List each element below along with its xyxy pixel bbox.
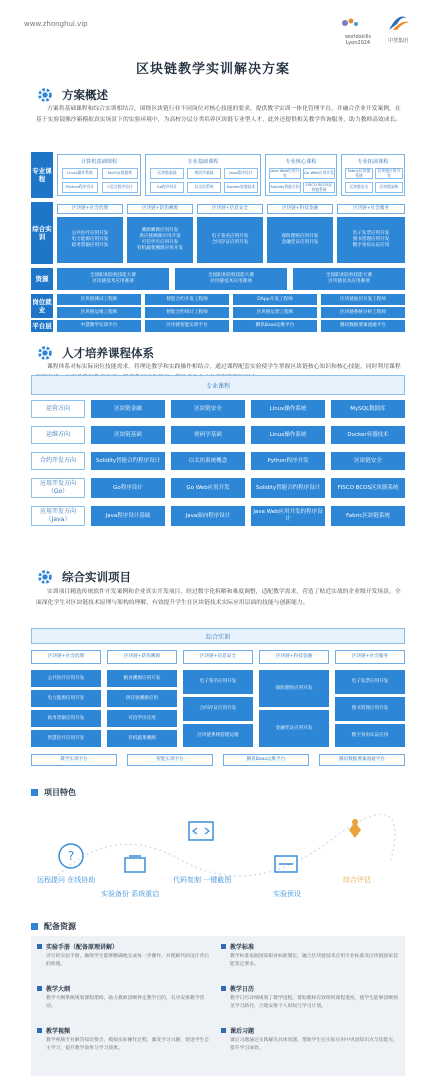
square-bullet-icon bbox=[221, 944, 226, 949]
section-overview-heading bbox=[36, 86, 108, 104]
curriculum-cell[interactable]: Java Web应用开发的程序设计 bbox=[251, 506, 325, 526]
resource-item bbox=[221, 942, 399, 969]
square-bullet-icon bbox=[37, 1028, 42, 1033]
curriculum-row-label: 运营方向 bbox=[31, 400, 85, 418]
preset-icon bbox=[275, 856, 297, 872]
resource-desc: 课后习题通过实践解决具体问题，帮助学生在实际应用中巩固知识点与技能点，提升学习成效。 bbox=[230, 1038, 398, 1051]
feature-label: 实验预设 bbox=[273, 890, 301, 898]
backup-icon bbox=[125, 856, 145, 872]
course-group-extension bbox=[341, 154, 405, 196]
curriculum-table-header: 专业课程 bbox=[31, 375, 405, 395]
svg-text:?: ? bbox=[67, 849, 75, 863]
square-bullet-icon bbox=[31, 789, 38, 796]
resource-block: 全国职业院校技能大赛 区块链技术应用赛项 bbox=[57, 268, 169, 290]
curriculum-cell[interactable]: Fabric区块链系统 bbox=[331, 506, 405, 526]
project-item: 合同存证应用开发 bbox=[183, 697, 253, 721]
curriculum-cell[interactable]: 区块链金融 bbox=[91, 400, 165, 418]
resource-title: 实验手册（配备原理讲解） bbox=[46, 944, 119, 951]
curriculum-cell[interactable]: Docker容器技术 bbox=[331, 426, 405, 444]
project-item: 有机蔬菜溯源 bbox=[107, 730, 177, 747]
label-jobs: 岗位就业 bbox=[31, 294, 53, 318]
job-item: 区块链测试工程师 bbox=[57, 294, 141, 305]
feature-label: 远程提问 在线协助 bbox=[37, 876, 96, 884]
project-item: 智慧医疗应用开发 bbox=[31, 730, 101, 747]
gear-icon bbox=[36, 344, 54, 362]
course-group-title: 专业核心课程 bbox=[285, 159, 317, 165]
evaluation-icon bbox=[349, 819, 361, 838]
course-group-basic bbox=[57, 154, 141, 196]
practice-block: 溯源溯源应用开发 供应链溯源应用开发 可信学历应用开发 有机蔬菜溯源应用开发 bbox=[127, 217, 193, 263]
resource-item bbox=[37, 942, 213, 969]
resource-desc: 详尽的实验手册，确保学生能够精确地完成每一步操作，并理解代码设计背后的原理。 bbox=[46, 954, 210, 967]
project-item: 金融凭证应用开发 bbox=[259, 710, 329, 747]
job-item: DApp开发工程师 bbox=[233, 294, 317, 305]
resource-desc: 教学大纲系统规划课程架构，助力教师清晰界定教学目的，有序安排教学活动。 bbox=[46, 996, 205, 1009]
job-item: 智能合约开发工程师 bbox=[145, 294, 229, 305]
practice-block: 保险理赔应用开发 金融凭证应用开发 bbox=[267, 217, 333, 263]
curriculum-cell[interactable]: Solidity智能合约程序设计 bbox=[91, 452, 165, 470]
curriculum-cell[interactable]: FISCO BCOS区块链系统 bbox=[331, 478, 405, 498]
project-tag[interactable]: 区块链+科技金融 bbox=[259, 650, 329, 664]
curriculum-cell[interactable]: 区块链基础 bbox=[91, 426, 165, 444]
project-tag[interactable]: 区块链+防伪溯源 bbox=[107, 650, 177, 664]
overview-diagram bbox=[31, 152, 405, 332]
project-tag[interactable]: 区块链+社会治理 bbox=[31, 650, 101, 664]
square-bullet-icon bbox=[37, 986, 42, 991]
curriculum-cell[interactable]: 以太坊系统概念 bbox=[171, 452, 245, 470]
resource-title: 教学日历 bbox=[230, 986, 255, 993]
curriculum-cell[interactable]: Linux操作系统 bbox=[251, 426, 325, 444]
features-heading bbox=[31, 787, 76, 798]
course-item[interactable]: Solidity智能合约 bbox=[269, 182, 301, 193]
label-resources: 资源 bbox=[31, 268, 53, 290]
projects-heading-text: 综合实训项目 bbox=[62, 570, 131, 584]
curriculum-cell[interactable]: Go程序设计 bbox=[91, 478, 165, 498]
project-platform[interactable]: 教学实训平台 bbox=[31, 754, 117, 766]
course-item[interactable]: Java程序设计 bbox=[224, 168, 258, 179]
project-platform[interactable]: 智能实训平台 bbox=[127, 754, 213, 766]
gear-icon bbox=[36, 86, 54, 104]
job-item: 区块链运营工程师 bbox=[233, 307, 317, 318]
worldskills-text: worldskills Lyon2024 bbox=[344, 34, 372, 46]
course-group-foundation bbox=[145, 154, 261, 196]
curriculum-cell[interactable]: MySQL数据库 bbox=[331, 400, 405, 418]
job-item: 区块链系统分析工程师 bbox=[321, 307, 405, 318]
section-projects-heading bbox=[36, 568, 131, 586]
resource-title: 教学视频 bbox=[46, 1028, 71, 1035]
overview-heading-text: 方案概述 bbox=[62, 88, 108, 102]
features-heading-text: 项目特色 bbox=[44, 788, 76, 797]
brand-name: 中慧集团 bbox=[387, 38, 408, 44]
curriculum-cell[interactable]: Java面向程序设计 bbox=[171, 506, 245, 526]
feature-label: 综合评估 bbox=[343, 876, 371, 884]
project-item: 可信学历应用 bbox=[107, 710, 177, 727]
label-practice: 综合实训 bbox=[31, 202, 53, 264]
resource-block: 全国职业院校技能大赛 区块链技术应用赛项 bbox=[175, 268, 287, 290]
curriculum-table bbox=[31, 375, 405, 555]
square-bullet-icon bbox=[221, 1028, 226, 1033]
project-platform[interactable]: 腾讯数据要素流通平台 bbox=[319, 754, 405, 766]
course-item[interactable]: Java Web应用开发 bbox=[270, 168, 300, 178]
course-item[interactable]: C语言程序设计 bbox=[102, 182, 138, 193]
site-url[interactable]: www.zhonghui.vip bbox=[24, 20, 88, 28]
resource-desc: 教学日历详细规划了教学进程，帮助教师有效组织课程进度，使学生能够清晰预见学习路径，合理安排个人时间与学习计划。 bbox=[230, 996, 398, 1009]
course-item[interactable]: Go程序设计 bbox=[150, 182, 184, 193]
project-platform[interactable]: 腾讯Baas运维平台 bbox=[223, 754, 309, 766]
curriculum-heading-text: 人才培养课程体系 bbox=[62, 346, 154, 360]
platform-item: 腾讯Baas运维平台 bbox=[233, 320, 317, 332]
worldskills-logo bbox=[336, 15, 380, 46]
resources-panel bbox=[31, 936, 405, 1076]
projects-header: 综合实训 bbox=[31, 628, 405, 644]
course-item[interactable]: 区块链安全 bbox=[345, 182, 373, 193]
course-item[interactable]: FISCO BCOS区块链系统 bbox=[303, 182, 335, 193]
projects-diagram bbox=[31, 628, 405, 768]
label-courses: 专业课程 bbox=[31, 152, 53, 198]
course-group-title: 计算机基础课程 bbox=[80, 159, 118, 165]
curriculum-cell[interactable]: Python程序开发 bbox=[251, 452, 325, 470]
project-item: 保险理赔应用开发 bbox=[259, 670, 329, 707]
features-wave-graphic bbox=[31, 800, 405, 910]
feature-label: 实验备份 系统重启 bbox=[101, 890, 160, 898]
project-item: 图书管理应用开发 bbox=[335, 697, 405, 721]
curriculum-row-label: 运维方向 bbox=[31, 426, 85, 444]
zhonghui-logo bbox=[383, 12, 413, 44]
project-tag[interactable]: 区块链+信息安全 bbox=[183, 650, 253, 664]
gear-icon bbox=[36, 568, 54, 586]
page-title: 区块链教学实训解决方案 bbox=[135, 62, 290, 77]
project-item: 供应链溯源应用 bbox=[107, 690, 177, 707]
resource-title: 课后习题 bbox=[230, 1028, 255, 1035]
curriculum-cell[interactable]: 密码学基础 bbox=[171, 426, 245, 444]
platform-item: 腾讯数据要素流通平台 bbox=[321, 320, 405, 332]
curriculum-cell[interactable]: Go Web应用开发 bbox=[171, 478, 245, 498]
resources-heading bbox=[31, 921, 76, 932]
project-item: 电子签名应用开发 bbox=[183, 670, 253, 694]
job-item: 智能合约审计工程师 bbox=[145, 307, 229, 318]
overview-paragraph: 方案将基础课程和综合实训相结合，围绕区块链行业不同岗位对核心技能的要求，提供教学实训一体化管理平台，并融合企业开发案例，在基于实验镜像沙箱模拟真实场景下的实验环境中，为高校分层分类培养区块链专业型人才，此外还提供相关教学咨询服务，助力教师高效成长。 bbox=[36, 106, 402, 123]
job-item: 区块链运维工程师 bbox=[57, 307, 141, 318]
resource-desc: 教学标准依据国家职业标准制定，融合区块链技术应用专业标准及区块链国家技能鉴定要求。 bbox=[230, 954, 398, 967]
course-item[interactable]: MySQL数据库 bbox=[102, 168, 138, 179]
course-item[interactable]: Python程序设计 bbox=[62, 182, 98, 193]
practice-block: 电子签名应用开发 合同存证应用开发 bbox=[197, 217, 263, 263]
practice-tag[interactable]: 区块链+社会治理 bbox=[57, 204, 123, 214]
project-item: 粮食溯源应用开发 bbox=[107, 670, 177, 687]
curriculum-cell[interactable]: 区块链安全 bbox=[331, 452, 405, 470]
course-group-core bbox=[265, 154, 337, 196]
project-item: 区块链系统管理运维 bbox=[183, 724, 253, 747]
square-bullet-icon bbox=[31, 923, 38, 930]
course-group-title: 专业拓展课程 bbox=[357, 159, 389, 165]
project-tag[interactable]: 区块链+社会服务 bbox=[335, 650, 405, 664]
curriculum-cell[interactable]: Solidity智能合约程序设计 bbox=[251, 478, 325, 498]
project-item: 政务票据应用开发 bbox=[31, 710, 101, 727]
project-item: 公共医疗应用开发 bbox=[31, 670, 101, 687]
course-item[interactable]: Docker容器技术 bbox=[224, 182, 258, 193]
course-item[interactable]: Fabric区块链系统 bbox=[345, 168, 373, 179]
resource-item bbox=[221, 1026, 399, 1053]
resource-item bbox=[37, 1026, 213, 1053]
course-item[interactable]: 以太坊系统 bbox=[187, 182, 221, 193]
projects-paragraph: 实训项目精选传统软件开发案例和企业真实开发项目，经过数字化拆解和难度调整，适配教学需求，营造了贴近实战的企业级开发场景，全面深化学生对区块链技术原理与架构的理解，有效提升学生在区块链技术实际应用层面的技能与创新能力。 bbox=[36, 589, 401, 606]
resource-item bbox=[221, 984, 399, 1011]
curriculum-cell[interactable]: Linux操作系统 bbox=[251, 400, 325, 418]
project-item: 电子发票应用开发 bbox=[335, 670, 405, 694]
platform-item: 区块链智能实训平台 bbox=[145, 320, 229, 332]
section-curriculum-heading bbox=[36, 344, 154, 362]
job-item: 区块链底层开发工程师 bbox=[321, 294, 405, 305]
resource-title: 教学标准 bbox=[230, 944, 255, 951]
course-item[interactable]: 区块链应用开发 bbox=[375, 168, 403, 179]
practice-tag[interactable]: 区块链+防伪溯源 bbox=[127, 204, 193, 214]
practice-block: 公共医疗应用开发 电力能源应用开发 政务票据应用开发 bbox=[57, 217, 123, 263]
project-item: 数字身份认证应用 bbox=[335, 724, 405, 747]
curriculum-row-label: 应用开发方向（Java） bbox=[31, 506, 85, 526]
resource-item bbox=[37, 984, 213, 1011]
curriculum-paragraph: 课程体系对标实际岗位技能需求，将理论教学和实践操作相结合，通过课程配套实验使学生掌握区块链核心知识和核心技能，同时利用课程 bbox=[47, 364, 401, 370]
course-group-title: 专业基础课程 bbox=[187, 159, 219, 165]
curriculum-cell[interactable]: Java程序设计基础 bbox=[91, 506, 165, 526]
practice-tag[interactable]: 区块链+社会服务 bbox=[337, 204, 405, 214]
course-item[interactable]: 区块链架构 bbox=[375, 182, 403, 193]
square-bullet-icon bbox=[37, 944, 42, 949]
project-item: 电力能源应用开发 bbox=[31, 690, 101, 707]
practice-tag[interactable]: 区块链+科技金融 bbox=[267, 204, 333, 214]
resource-title: 教学大纲 bbox=[46, 986, 71, 993]
feature-label: 代码复制 一键截图 bbox=[173, 876, 232, 884]
resource-desc: 教学视频专业解答知识要点，模拟实际操作过程，激发学习兴趣，促进学生自主学习，提升教学效率与学习效果。 bbox=[46, 1038, 210, 1051]
practice-tag[interactable]: 区块链+信息安全 bbox=[197, 204, 263, 214]
course-item[interactable]: Linux操作系统 bbox=[62, 168, 98, 179]
curriculum-row-label: 合约开发方向 bbox=[31, 452, 85, 470]
course-item[interactable]: 区块链基础 bbox=[150, 168, 184, 179]
label-platform: 平台层 bbox=[32, 322, 52, 330]
platform-item: 中慧教学实训平台 bbox=[57, 320, 141, 332]
resources-heading-text: 配备资源 bbox=[44, 922, 76, 931]
practice-block: 电子发票应用开发 图书管理应用开发 数字身份认证应用 bbox=[337, 217, 405, 263]
square-bullet-icon bbox=[221, 986, 226, 991]
curriculum-cell[interactable]: 区块链安全 bbox=[171, 400, 245, 418]
curriculum-row-label: 应用开发方向（Go） bbox=[31, 478, 85, 498]
features-graphic bbox=[31, 800, 405, 910]
course-item[interactable]: 密码学基础 bbox=[187, 168, 221, 179]
code-icon bbox=[189, 822, 213, 840]
course-item[interactable]: Go Web应用开发 bbox=[303, 168, 335, 179]
resource-block: 全国职业院校技能大赛 区块链技术应用赛项 bbox=[293, 268, 405, 290]
